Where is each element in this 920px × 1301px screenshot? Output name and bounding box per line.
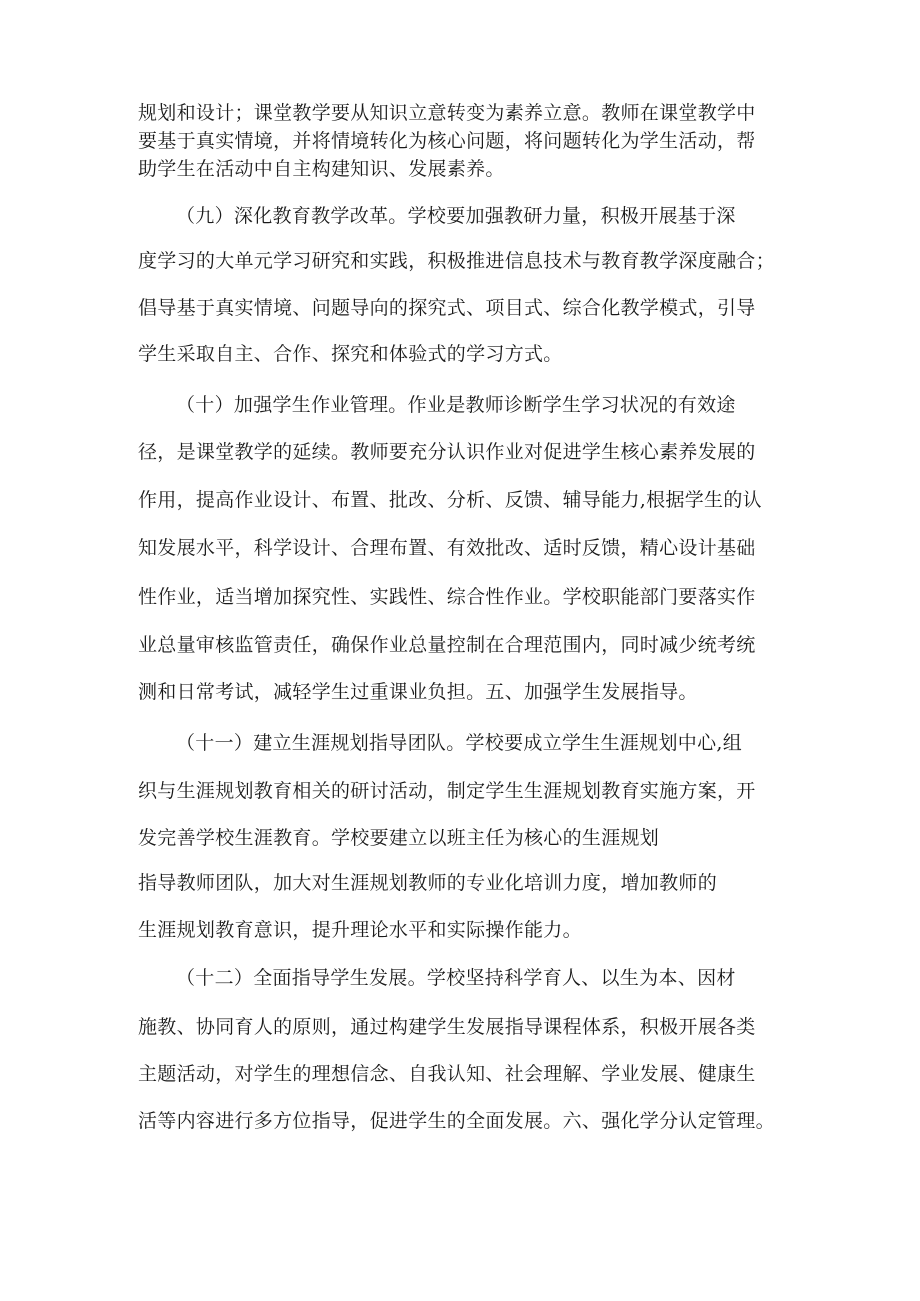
text-line-23: 活等内容进行多方位指导，促进学生的全面发展。六、强化学分认定管理。 [138,1110,775,1132]
paragraph-10-start: （十）加强学生作业管理。作业是教师诊断学生学习状况的有效途 [176,394,736,416]
text-line-18: 指导教师团队，加大对生涯规划教师的专业化培训力度，增加教师的 [138,872,718,894]
text-line-3: 助学生在活动中自主构建知识、发展素养。 [138,158,505,180]
text-line-14: 测和日常考试，减轻学生过重课业负担。五、加强学生发展指导。 [138,681,698,703]
text-line-21: 施教、协同育人的原则，通过构建学生发展指导课程体系，积极开展各类 [138,1016,756,1038]
paragraph-12-start: （十二）全面指导学生发展。学校坚持科学育人、以生为本、因材 [176,967,736,989]
paragraph-9-start: （九）深化教育教学改革。学校要加强教研力量，积极开展基于深 [176,205,736,227]
text-line-19: 生涯规划教育意识，提升理论水平和实际操作能力。 [138,919,582,941]
text-line-12: 性作业，适当增加探究性、实践性、综合性作业。学校职能部门要落实作 [138,586,756,608]
text-line-11: 知发展水平，科学设计、合理布置、有效批改、适时反馈，精心设计基础 [138,537,756,559]
text-line-6: 倡导基于真实情境、问题导向的探究式、项目式、综合化教学模式，引导 [138,297,756,319]
paragraph-11-start: （十一）建立生涯规划指导团队。学校要成立学生生涯规划中心,组 [176,732,743,754]
text-line-10: 作用，提高作业设计、布置、批改、分析、反馈、辅导能力,根据学生的认 [138,489,762,511]
text-line-9: 径，是课堂教学的延续。教师要充分认识作业对促进学生核心素养发展的 [138,441,756,463]
text-line-7: 学生采取自主、合作、探究和体验式的学习方式。 [138,343,563,365]
text-line-16: 织与生涯规划教育相关的研讨活动，制定学生生涯规划教育实施方案，开 [138,780,756,802]
text-line-22: 主题活动，对学生的理想信念、自我认知、社会理解、学业发展、健康生 [138,1063,756,1085]
text-line-13: 业总量审核监管责任，确保作业总量控制在合理范围内，同时减少统考统 [138,634,756,656]
text-line-5: 度学习的大单元学习研究和实践，积极推进信息技术与教育教学深度融合； [138,250,775,272]
text-line-2: 要基于真实情境，并将情境转化为核心问题，将问题转化为学生活动，帮 [138,130,756,152]
text-line-17: 发完善学校生涯教育。学校要建立以班主任为核心的生涯规划 [138,827,660,849]
text-line-1: 规划和设计；课堂教学要从知识立意转变为素养立意。教师在课堂教学中 [138,102,756,124]
